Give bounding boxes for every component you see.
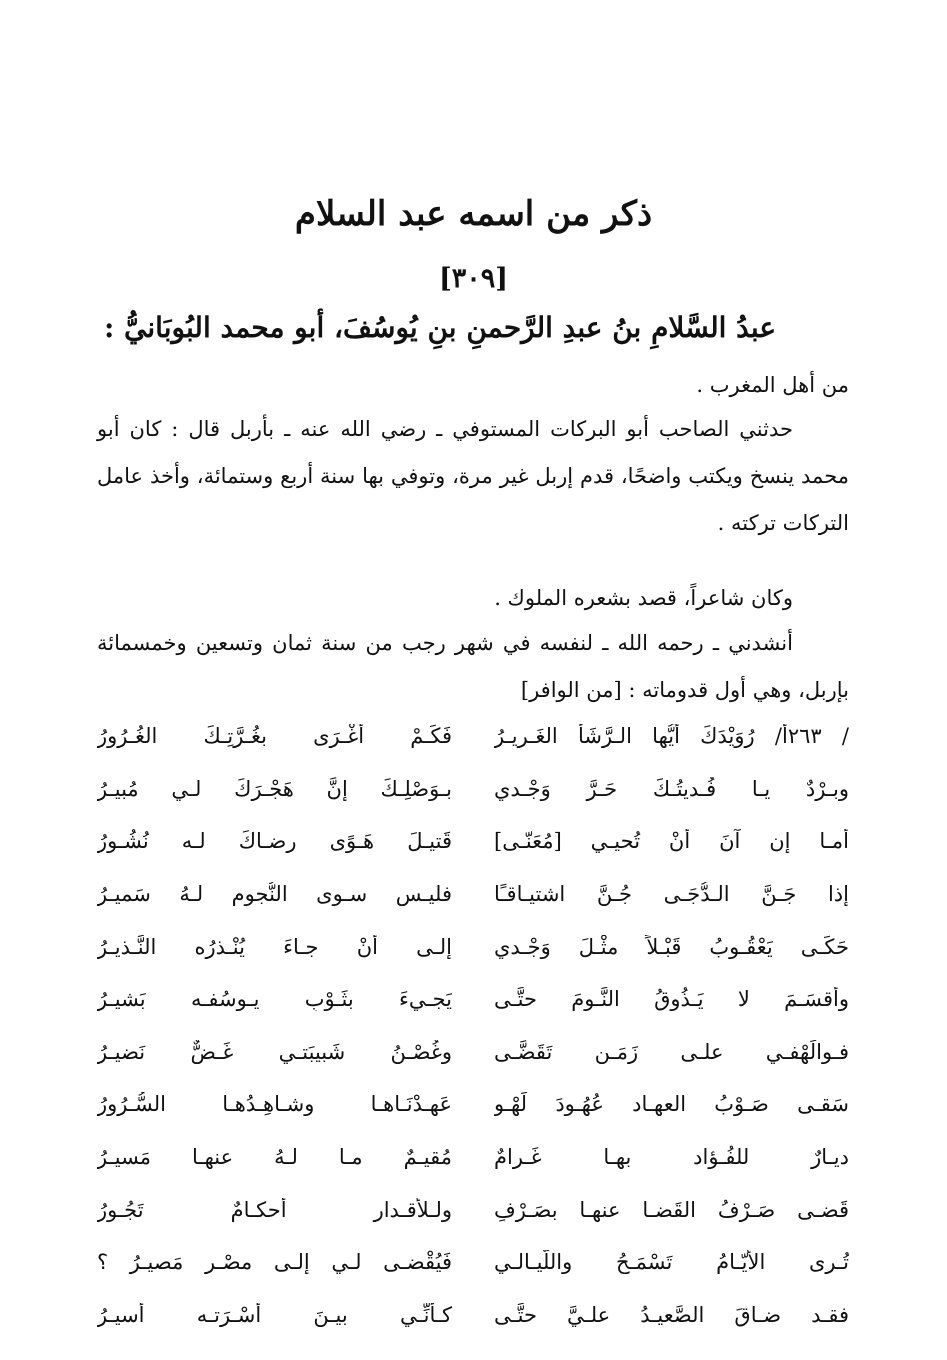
verse-first-hemistich: سَقـى صَـوْبُ العهـاد عُهُـودَ لَهْـوٍ <box>494 1092 849 1117</box>
verse-second-hemistich: مُقيـمٌ مـا لـهُ عنهـا مَسيـرُ <box>97 1145 452 1170</box>
verse-line <box>97 763 849 816</box>
verse-second-hemistich: ولـلأقـدار أحكـامٌ تَجُـورُ <box>97 1197 452 1222</box>
verse-line <box>97 920 849 973</box>
verse-second-hemistich: يَجـيءَ بثَـوْبِ يـوسُفـه بَشيـرُ <box>97 987 452 1012</box>
verse-second-hemistich: كـأنِّـي بيـنَ أسْـرَتـه أسيـرُ <box>97 1302 452 1327</box>
verse-first-hemistich: فقـد ضـاقَ الصَّعيـدُ علـيَّ حتَّـى <box>494 1302 849 1327</box>
paragraph-recitation: أنشدني ـ رحمه الله ـ لنفسه في شهر رجب من سنة ثمان وتسعين وخمسمائة بإربل، وهي أول قدوماته : [من الوافر] <box>97 631 849 702</box>
verse-second-hemistich: إلـى أنْ جـاءَ يُنْـذرُه النَّـذيـرُ <box>97 934 452 959</box>
verse-first-hemistich: إذا جَـنَّ الـدُّجَـى جُـنَّ اشتيـاقـًا <box>494 882 849 907</box>
verse-first-hemistich: أمـا إن آنَ أنْ تُحيـي [مُعَنّـى] <box>494 829 849 854</box>
verse-line <box>97 1026 849 1079</box>
paragraph-narration: حدثني الصاحب أبو البركات المستوفي ـ رضي الله عنه ـ بأربل قال : كان أبو محمد ينسخ ويكتب واضحًا، قدم إربل غير مرة، وتوفي بها سنة أربع وستمائة، وأخذ عامل التركات تركته . <box>97 417 849 535</box>
verse-second-hemistich: قَتيـلَ هَـوًى رضـاكَ لـه نُشُـورُ <box>97 829 452 854</box>
verse-line <box>97 1236 849 1289</box>
verse-line <box>97 1289 849 1342</box>
verse-line <box>97 1183 849 1236</box>
entry-name: عبدُ السَّلامِ بنُ عبدِ الرَّحمنِ بنِ يُوسُفَ، أبو محمد البُوبَانيُّ : <box>103 311 777 344</box>
paragraph-poet: وكان شاعراً، قصد بشعره الملوك . <box>494 586 793 610</box>
verse-first-hemistich: حَكَـى يَعْقُـوبُ قَبْـلاً مثْـلَ وَجْـدي <box>494 934 849 959</box>
paragraph-origin: من أهل المغرب . <box>696 373 849 397</box>
verse-line <box>97 868 849 921</box>
verse-first-hemistich: فـوالَهْفـي علـى زَمَـنٍ تَقَضَّـى <box>494 1039 849 1064</box>
verse-line <box>97 1078 849 1131</box>
verse-first-hemistich: وبـرْدٌ يـا فُـديتُـكَ حَـرَّ وَجْـدي <box>494 776 849 801</box>
verse-second-hemistich: بـوَصْلِـكَ إنَّ هَجْـرَكَ لـي مُبيـرُ <box>97 776 452 801</box>
verse-second-hemistich: عَهِـدْنَـاهـا وشـاهِـدُهـا السُّـرُورُ <box>97 1092 452 1117</box>
poem <box>97 710 849 1341</box>
verse-first-hemistich: وأقسَـمَ لا يَـذُوقُ النَّـومَ حتَّـى <box>494 987 849 1012</box>
verse-line <box>97 1131 849 1184</box>
verse-line <box>97 710 849 763</box>
verse-second-hemistich: فليـس سـوى النُّجوم لـهُ سَميـرُ <box>97 882 452 907</box>
entry-number: [٣٠٩] <box>438 263 509 294</box>
verse-second-hemistich: فَيُقْضـى لـي إلـى مصْـرٍ مَصيـرُ ؟ <box>97 1250 452 1275</box>
section-heading: ذكر من اسمه عبد السلام <box>294 194 653 234</box>
verse-first-hemistich: / ٢٦٣أ/ رُوَيْدَكَ أيُّها الـرَّشَأ الغَـريـرُ <box>494 724 849 749</box>
verse-first-hemistich: قَضـى صَـرْفُ القَضـا عنهـا بصَـرْفٍ <box>494 1197 849 1222</box>
verse-line <box>97 815 849 868</box>
verse-line <box>97 973 849 1026</box>
verse-second-hemistich: وغُصْـنُ شَبيبَتـي غَـضٌّ نَضيـرُ <box>97 1039 452 1064</box>
verse-first-hemistich: تُـرى الأيّـامُ تَسْمَـحُ واللَّيـالـي <box>494 1250 849 1275</box>
verse-second-hemistich: فَكَـمْ أغْـرَى بغُـرَّتِـكَ الغُـرُورُ <box>97 724 452 749</box>
verse-first-hemistich: ديـارٌ للفُـؤاد بهـا غَـرامٌ <box>494 1145 849 1170</box>
